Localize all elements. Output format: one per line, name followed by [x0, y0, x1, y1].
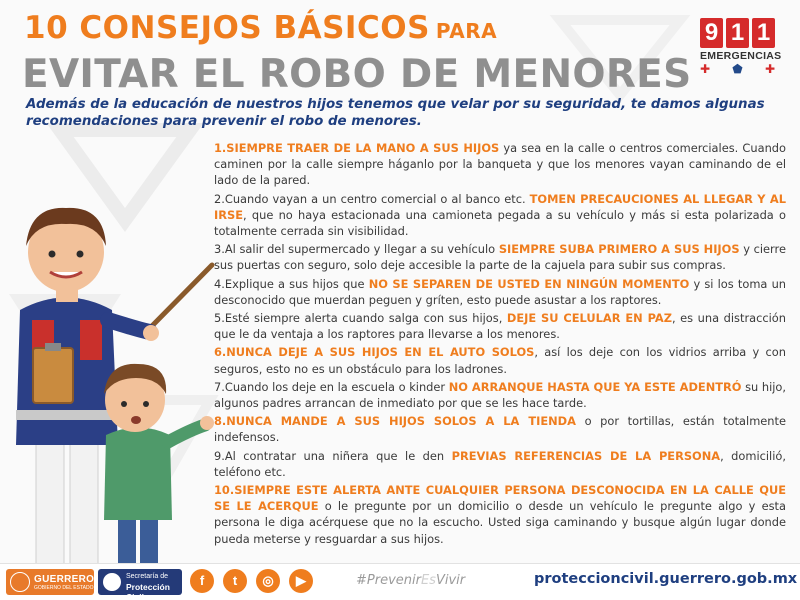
- guerrero-seal-icon: [10, 572, 30, 592]
- tip-text: y cierre sus puertas con seguro, solo deje accesible la parte de la cajuela para subir sus compras.: [214, 242, 786, 273]
- youtube-icon[interactable]: ▶: [289, 569, 313, 593]
- guerrero-sub: GOBIERNO DEL ESTADO: [34, 585, 94, 591]
- tip-highlight: NUNCA MANDE A SUS HIJOS SOLOS A LA TIENDA: [226, 414, 576, 429]
- tip-highlight: PREVIAS REFERENCIAS DE LA PERSONA: [451, 448, 721, 463]
- tip-item: [214, 191, 786, 240]
- cross-icon: ✚: [700, 62, 711, 76]
- tip-text: o por tortillas, están totalmente indefensos.: [214, 414, 786, 445]
- medical-cross-icon: ✚: [764, 62, 775, 76]
- title-line2: EVITAR EL ROBO DE MENORES: [22, 52, 692, 97]
- tip-number: 7.: [214, 379, 225, 394]
- tip-item: [214, 276, 786, 308]
- tip-item: [214, 310, 786, 342]
- tip-highlight: TOMEN PRECAUCIONES AL LLEGAR Y AL IRSE: [214, 191, 786, 222]
- logo-911-icons: [700, 63, 775, 75]
- tip-highlight: NO ARRANQUE HASTA QUE YA ESTE ADENTRÓ: [448, 379, 742, 394]
- pc-line2: Protección Civil: [126, 582, 170, 600]
- twitter-icon[interactable]: t: [223, 569, 247, 593]
- hashtag-a: #Prevenir: [356, 573, 421, 588]
- digit-9: 9: [700, 18, 723, 48]
- tip-number: 10.: [214, 483, 235, 498]
- guerrero-logo: [6, 569, 94, 595]
- tip-number: 9.: [214, 448, 225, 463]
- tip-text: , así los deje con los vidrios arriba y con seguros, esto no es un obstáculo para los ladrones.: [214, 345, 786, 376]
- parent-child-illustration: [0, 180, 215, 570]
- instagram-icon[interactable]: ◎: [256, 569, 280, 593]
- tip-text: y si los toma un desconocido que muerdan peguen y gríten, esto puede asustar a los raptores.: [214, 276, 787, 307]
- hashtag-b: Es: [420, 573, 436, 588]
- tip-number: 5.: [214, 311, 225, 326]
- tip-highlight: SIEMPRE SUBA PRIMERO A SUS HIJOS: [498, 242, 740, 257]
- tip-text: Explique a sus hijos que: [224, 276, 369, 291]
- tip-number: 4.: [214, 276, 225, 291]
- tip-highlight: DEJE SU CELULAR EN PAZ: [506, 311, 672, 326]
- tip-number: 2.: [214, 191, 225, 206]
- proteccion-civil-seal-icon: [103, 573, 121, 591]
- proteccion-civil-logo: [98, 569, 182, 600]
- tip-item: [214, 379, 786, 411]
- logo-911-digits: [700, 18, 782, 48]
- tip-highlight: SIEMPRE ESTE ALERTA ANTE CUALQUIER PERSONA DESCONOCIDA EN LA CALLE QUE SE LE ACERQUE: [214, 483, 786, 514]
- guerrero-name: GUERRERO: [34, 574, 95, 585]
- tips-list: [214, 140, 786, 549]
- digit-1a: 1: [726, 18, 749, 48]
- tip-text: Al salir del supermercado y llegar a su vehículo: [224, 242, 499, 257]
- hashtag-c: Vivir: [435, 573, 466, 588]
- logo-911-emergencias: [700, 18, 782, 88]
- tip-text: Esté siempre alerta cuando salga con sus hijos,: [224, 311, 507, 326]
- tip-number: 1.: [214, 141, 227, 155]
- tip-text: Cuando los deje en la escuela o kinder: [224, 379, 449, 394]
- pc-line1: Secretaría de: [126, 573, 169, 580]
- facebook-icon[interactable]: f: [190, 569, 214, 593]
- tip-text: su hijo, algunos padres arrancan de inmediato por que se les hace tarde.: [214, 379, 786, 411]
- tip-text: , domicilió, teléfono etc.: [214, 448, 786, 479]
- tip-item: [214, 344, 786, 376]
- intro-text: Además de la educación de nuestros hijos tenemos que velar por su seguridad, te damos algunas recomendaciones para prevenir el robo de menores.: [26, 97, 765, 129]
- tip-number: 8.: [214, 414, 227, 429]
- tip-highlight: SIEMPRE TRAER DE LA MANO A SUS HIJOS: [226, 141, 500, 155]
- tip-number: 3.: [214, 242, 225, 257]
- tip-item: [214, 241, 786, 273]
- tip-text: Al contratar una niñera que le den: [224, 448, 452, 463]
- digit-1b: 1: [752, 18, 775, 48]
- tip-highlight: NO SE SEPAREN DE USTED EN NINGÚN MOMENTO: [368, 276, 690, 291]
- title-main: 10 CONSEJOS BÁSICOS: [24, 10, 430, 46]
- tip-text: , que no haya estacionada una camioneta pegada a su vehículo y más si esta polarizada o totalmente cerrada sin visibilidad.: [214, 207, 786, 239]
- social-links: [190, 569, 313, 593]
- logo-911-label: EMERGENCIAS: [700, 50, 782, 62]
- tip-text: , es una distracción que le da ventaja a los raptores para llevarse a los menores.: [214, 311, 786, 342]
- hashtag: [356, 573, 465, 588]
- tip-text: Cuando vayan a un centro comercial o al banco etc.: [224, 191, 530, 206]
- title-line1: [24, 10, 497, 46]
- tip-highlight: NUNCA DEJE A SUS HIJOS EN EL AUTO SOLOS: [226, 345, 535, 360]
- tip-item: [214, 448, 786, 480]
- website-link[interactable]: proteccioncivil.guerrero.gob.mx: [534, 571, 798, 587]
- tip-number: 6.: [214, 345, 227, 360]
- shield-icon: ⬟: [732, 62, 743, 76]
- title-small: PARA: [435, 19, 498, 43]
- tip-item: [214, 140, 786, 189]
- tip-text: ya sea en la calle o centros comerciales. Cuando caminen por la calle siempre háganlo por la banqueta y que los menores vayan caminando de el lado de la pared.: [214, 141, 786, 188]
- tip-item: [214, 413, 786, 445]
- tip-text: o le pregunte por un domicilio o desde un vehículo le pregunte algo y esta persona le diga acérquese que no la escucho. Usted siga caminando y busque algún lugar donde pueda meterse y resguardar a sus hijos.: [214, 499, 786, 546]
- tip-item: [214, 482, 786, 547]
